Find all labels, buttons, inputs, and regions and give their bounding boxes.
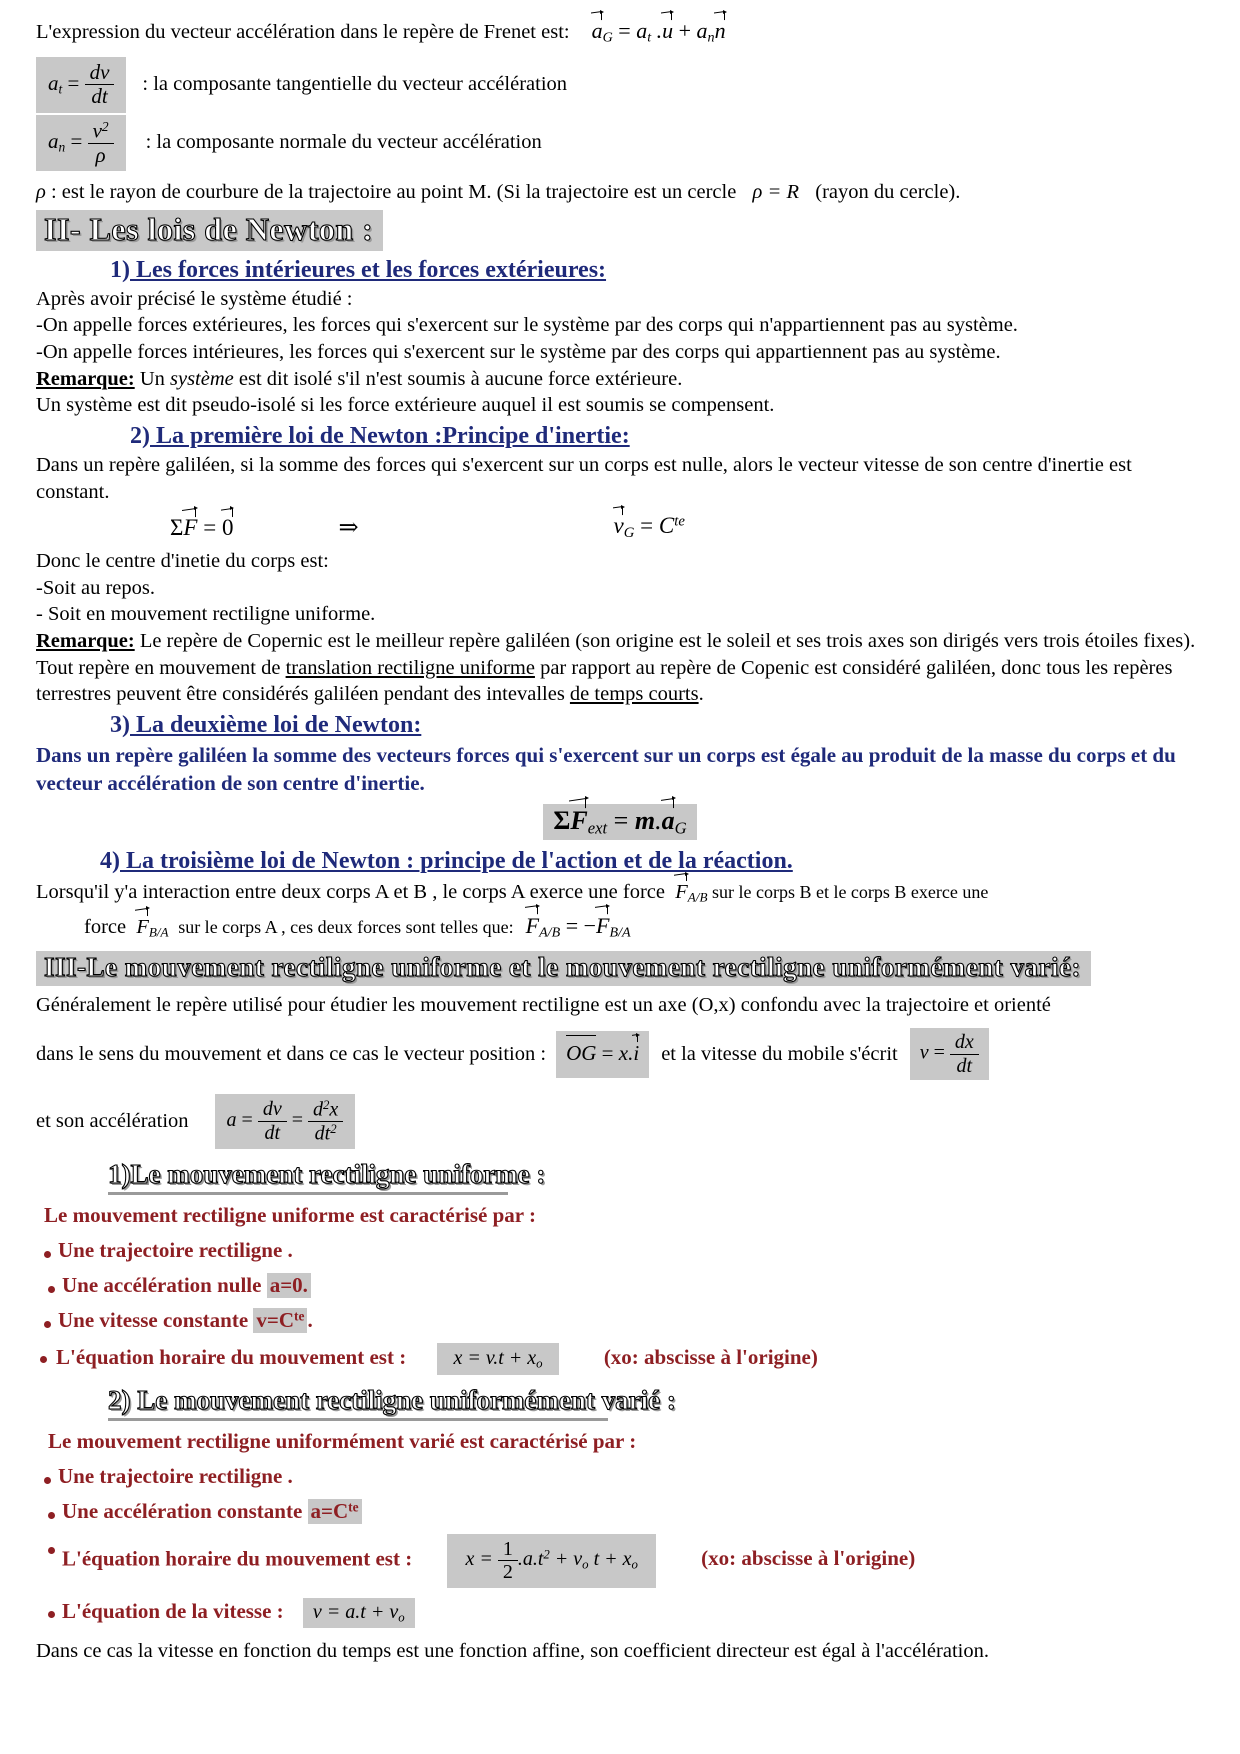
bullet-note: (xo: abscisse à l'origine) <box>603 1344 818 1369</box>
bullet-highlight: a=0. <box>267 1273 311 1298</box>
bullet-equation: x = $\frac{1}{2}$ $.a.t^2 + v_o$ $t + x_o$ <box>447 1534 655 1588</box>
inertia-equation-row <box>0 513 1240 542</box>
bullet-dot-icon <box>44 1251 51 1258</box>
force-ab-symbol: F $_{A/B}$ <box>670 881 707 903</box>
remark-label-1: Remarque: <box>36 367 135 390</box>
acceleration-row <box>0 1094 1240 1149</box>
bullet-text: Une trajectoire rectiligne . <box>58 1463 293 1488</box>
copernic-para-c: . <box>698 683 704 706</box>
list-item <box>0 1598 1240 1628</box>
list-item <box>0 1499 1240 1524</box>
heading-premiere-loi <box>0 423 1240 450</box>
banner-section-III-label: III-Le mouvement rectiligne uniforme et le mouvement rectiligne uniformément varié: <box>44 951 1081 982</box>
closing-paragraph: Dans ce cas la vitesse en fonction du temps est une fonction affine, son coefficient directeur est égal à l'accélération. <box>36 1640 989 1662</box>
bullet-note: (xo: abscisse à l'origine) <box>701 1546 916 1571</box>
heading-2-number: 2) <box>130 422 150 449</box>
bullet-tail: . <box>307 1307 313 1332</box>
inertia-line-2: -Soit au repos. <box>36 576 155 599</box>
implies-arrow-icon: ⇒ <box>338 515 359 542</box>
bullet-text: L'équation horaire du mouvement est : <box>62 1546 413 1571</box>
rho-text: : est le rayon de courbure de la trajectoire au point M. (Si la trajectoire est un cercle <box>50 181 737 204</box>
an-definition-row <box>0 115 1240 172</box>
copernic-para-a: Tout repère en mouvement de <box>36 656 286 679</box>
banner-section-II <box>36 210 383 251</box>
list-item <box>0 1308 1240 1333</box>
rho-symbol: ρ <box>36 181 46 204</box>
mru-lead: Le mouvement rectiligne uniforme est caractérisé par : <box>44 1202 536 1227</box>
action-reaction-text-c: force <box>84 915 132 938</box>
copernic-paragraph <box>0 655 1240 708</box>
bullet-dot-icon <box>44 1321 51 1328</box>
newton-second-law-formula-row <box>0 804 1240 840</box>
deuxieme-loi-statement: Dans un repère galiléen la somme des vecteurs forces qui s'exercent sur un corps est égale au produit de la masse du corps et du vecteur accélération de son centre d'inertie. <box>36 743 1176 796</box>
bullet-equation: $x = v.t + x_o$ <box>437 1343 558 1375</box>
action-reaction-equation: F $_{A/B}$ = −F $_{B/A}$ <box>526 913 631 938</box>
list-item <box>0 1464 1240 1489</box>
bullet-highlight: $a=C^{te}$ <box>308 1499 362 1524</box>
banner-section-III <box>36 951 1091 986</box>
bullet-text: Une trajectoire rectiligne . <box>58 1237 293 1262</box>
rho-equation: ρ = R <box>747 181 805 204</box>
rho-line <box>0 179 1240 206</box>
force-ba-symbol: F $_{B/A}$ <box>131 916 173 938</box>
banner-section-II-label: II- Les lois de Newton : <box>44 210 374 247</box>
frenet-text: L'expression du vecteur accélération dans le repère de Frenet est: <box>36 20 570 43</box>
list-item <box>0 1343 1240 1375</box>
action-reaction-line-2 <box>0 912 1240 942</box>
copernic-remark-text: Le repère de Copernic est le meilleur repère galiléen (son origine est le soleil et ses trois axes son dirigés vers trois étoiles fixes). <box>134 630 1196 653</box>
remark-text-a: Un <box>134 367 170 390</box>
velocity-formula: v = $\frac{dx}{dt}$ <box>910 1028 989 1080</box>
bullet-dot-icon <box>48 1547 55 1554</box>
acceleration-formula: a = $\frac{dv}{dt}$ = $\frac{d^2x}{dt^2}$ <box>215 1094 356 1149</box>
bullet-highlight: $v=C^{te}$ <box>253 1308 307 1333</box>
heading-forces-interieures <box>0 257 1240 284</box>
copernic-underline-2: de temps courts <box>569 683 699 706</box>
copernic-para-b: par rapport au repère de Copenic est considéré galiléen, donc tous les repères terrestres peuvent être considérés galiléen pendant des intevalles <box>36 656 1173 706</box>
heading-deuxieme-loi <box>0 712 1240 739</box>
newton-second-law-formula: ΣF $_{ext}$ = m.a $_G$ <box>543 804 696 840</box>
heading-3-title: La deuxième loi de Newton: <box>130 712 422 739</box>
frenet-formula: a $_G = a_t$ .u + $a_nn$ <box>592 18 726 47</box>
sum-forces-zero: ΣF = 0 <box>170 515 233 541</box>
action-reaction-line-1 <box>0 879 1240 906</box>
list-item <box>0 1534 1240 1588</box>
acceleration-label: et son accélération <box>36 1109 189 1132</box>
heading-4-number: 4) <box>100 848 120 875</box>
mruv-bullet-list <box>0 1464 1240 1628</box>
action-reaction-text-d: sur le corps A , ces deux forces sont telles que: <box>173 916 514 937</box>
title-mru <box>0 1159 1240 1195</box>
velocity-text: et la vitesse du mobile s'écrit <box>661 1042 898 1065</box>
bullet-dot-icon <box>48 1286 55 1293</box>
forces-line-last: Un système est dit pseudo-isolé si les force extérieure auquel il est soumis se compensent. <box>36 394 775 417</box>
bullet-text: L'équation horaire du mouvement est : <box>56 1344 407 1369</box>
bullet-equation: $v = a.t + v_o$ <box>303 1598 415 1628</box>
rectilinear-intro-a: Généralement le repère utilisé pour étudier les mouvement rectiligne est un axe (O,x) confondu avec la trajectoire et orienté <box>36 993 1051 1016</box>
list-item <box>0 1238 1240 1263</box>
forces-line-1: Après avoir précisé le système étudié : <box>36 287 353 310</box>
position-vector-text: dans le sens du mouvement et dans ce cas le vecteur position : <box>36 1042 547 1065</box>
bullet-dot-icon <box>44 1477 51 1484</box>
og-formula: OG = x.i <box>556 1031 649 1078</box>
at-label: : la composante tangentielle du vecteur accélération <box>142 73 568 96</box>
bullet-text: Une accélération constante <box>62 1498 308 1523</box>
action-reaction-text-a: Lorsqu'il y'a interaction entre deux corps A et B , le corps A exerce une force <box>36 881 671 904</box>
inertia-line-1: Donc le centre d'inetie du corps est: <box>36 550 329 573</box>
rho-tail: (rayon du cercle). <box>815 181 961 204</box>
bullet-dot-icon <box>48 1512 55 1519</box>
remark-label-2: Remarque: <box>36 630 135 653</box>
heading-troisieme-loi <box>0 848 1240 875</box>
copernic-underline-1: translation rectiligne uniforme <box>285 656 535 679</box>
premiere-loi-para: Dans un repère galiléen, si la somme des forces qui s'exercent sur un corps est nulle, alors le vecteur vitesse de son centre d'inertie est constant. <box>36 453 1132 503</box>
forces-remark <box>0 366 1240 393</box>
an-formula: $a_n$ = $\frac{v^2}{\rho}$ <box>36 115 126 172</box>
action-reaction-text-b: sur le corps B et le corps B exerce une <box>707 882 989 903</box>
bullet-text: L'équation de la vitesse : <box>62 1598 284 1623</box>
remark-italic: système <box>170 367 234 390</box>
at-definition-row <box>0 57 1240 113</box>
remark-text-b: est dit isolé s'il n'est soumis à aucune force extérieure. <box>233 367 683 390</box>
copernic-remark <box>0 628 1240 655</box>
at-formula: $a_t$ = $\frac{dv}{dt}$ <box>36 57 126 113</box>
list-item <box>0 1273 1240 1298</box>
bullet-dot-icon <box>40 1356 47 1363</box>
inertia-line-3: - Soit en mouvement rectiligne uniforme. <box>36 603 376 626</box>
bullet-text: Une vitesse constante <box>58 1307 254 1332</box>
heading-3-number: 3) <box>110 712 130 739</box>
title-mru-label: 1)Le mouvement rectiligne uniforme : <box>108 1158 546 1189</box>
position-vector-row <box>0 1028 1240 1080</box>
velocity-constant: v $_G = C^{te}$ <box>614 513 685 542</box>
frenet-line <box>0 0 1240 47</box>
an-label: : la composante normale du vecteur accélération <box>145 131 542 154</box>
bullet-dot-icon <box>48 1611 55 1618</box>
heading-2-title: La première loi de Newton :Principe d'inertie: <box>150 422 630 449</box>
heading-4-title: La troisième loi de Newton : principe de l'action et de la réaction. <box>120 848 793 875</box>
forces-line-2: -On appelle forces extérieures, les forces qui s'exercent sur le système par des corps qui n'appartiennent pas au système. <box>36 314 1018 337</box>
title-mruv-label: 2) Le mouvement rectiligne uniformément varié : <box>108 1384 676 1415</box>
heading-1-title: Les forces intérieures et les forces extérieures: <box>130 256 607 283</box>
mruv-lead: Le mouvement rectiligne uniformément varié est caractérisé par : <box>48 1428 637 1453</box>
heading-1-number: 1) <box>110 256 130 283</box>
title-mru-rule <box>108 1192 508 1195</box>
forces-line-3: -On appelle forces intérieures, les forces qui s'exercent sur le système par des corps qui appartiennent pas au système. <box>36 340 1001 363</box>
mru-bullet-list <box>0 1238 1240 1375</box>
bullet-text: Une accélération nulle <box>62 1272 267 1297</box>
title-mruv-rule <box>108 1418 608 1421</box>
title-mruv <box>0 1385 1240 1421</box>
